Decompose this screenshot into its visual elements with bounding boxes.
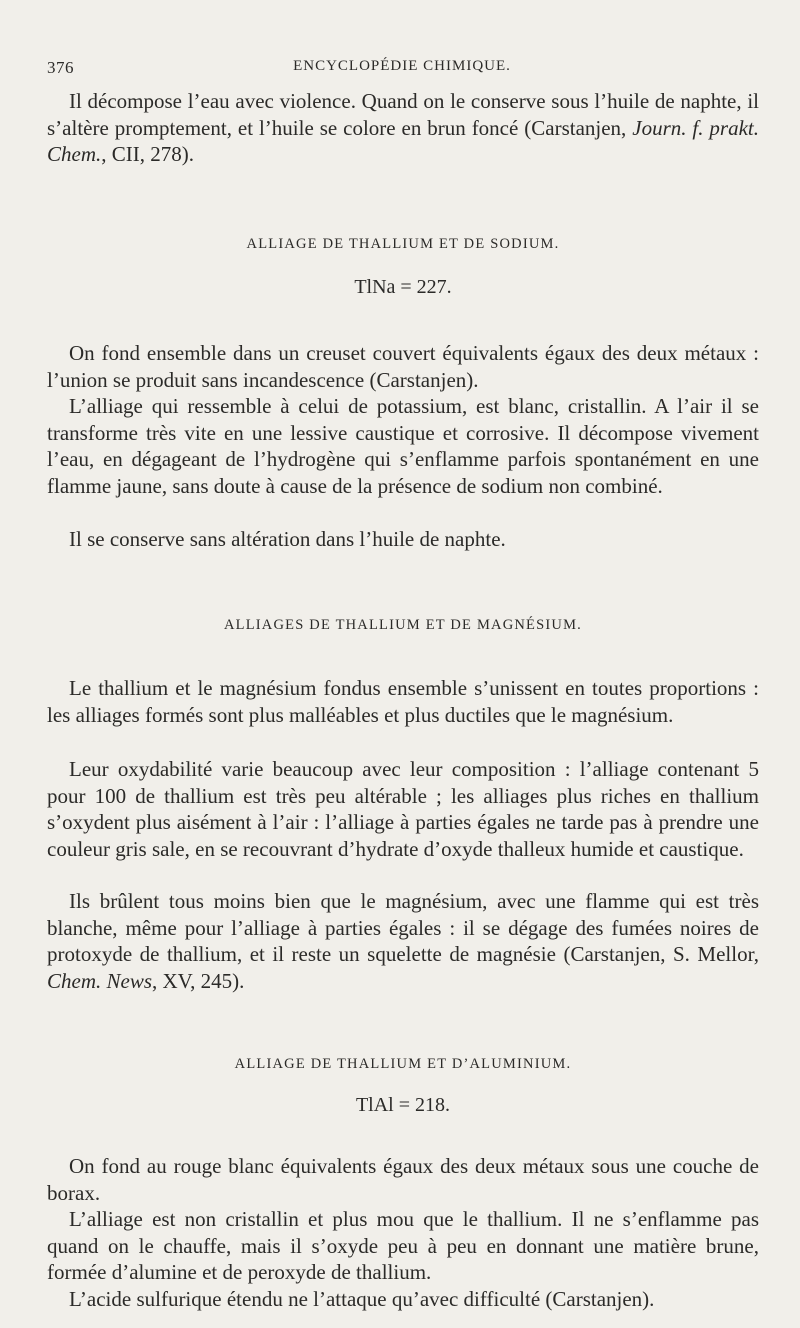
paragraph-text: Il décompose l’eau avec violence. Quand on le conserve sous l’huile de naphte, il s’altère promptement, et l’huile se colore en brun foncé (Carstanjen, xyxy=(47,89,759,140)
paragraph: Le thallium et le magnésium fondus ensemble s’unissent en toutes proportions : les alliages formés sont plus malléables et plus ductiles que le magnésium. xyxy=(47,676,759,727)
section-heading-sodium: ALLIAGE DE THALLIUM ET DE SODIUM. xyxy=(246,236,560,252)
running-title: ENCYCLOPÉDIE CHIMIQUE. xyxy=(293,58,511,74)
paragraph xyxy=(47,888,759,994)
paragraph: L’acide sulfurique étendu ne l’attaque qu’avec difficulté (Carstanjen). xyxy=(69,1287,655,1311)
reference-details: , XV, 245). xyxy=(152,968,245,993)
reference-details: , CII, 278). xyxy=(101,142,194,166)
page-number: 376 xyxy=(47,58,74,77)
section-heading-aluminium: ALLIAGE DE THALLIUM ET D’ALUMINIUM. xyxy=(234,1056,572,1072)
paragraph: On fond ensemble dans un creuset couvert équivalents égaux des deux métaux : l’union se produit sans incandescence (Carstanjen). xyxy=(47,341,759,392)
paragraph: Leur oxydabilité varie beaucoup avec leur composition : l’alliage contenant 5 pour 100 de thallium est très peu altérable ; les alliages plus riches en thallium s’oxydent plus aisément à l’air : l’alliage à parties égales ne tarde pas à prendre une couleur gris sale, en se recouvrant d’hydrate d’oxyde thalleux humide et caustique. xyxy=(47,757,759,861)
paragraph-continuation xyxy=(47,88,759,168)
running-header xyxy=(47,58,757,82)
section-heading-magnesium: ALLIAGES DE THALLIUM ET DE MAGNÉSIUM. xyxy=(223,617,582,633)
paragraph: L’alliage est non cristallin et plus mou que le thallium. Il ne s’enflamme pas quand on le chauffe, mais il s’oxyde peu à peu en donnant une matière brune, formée d’alumine et de peroxyde de thallium. xyxy=(47,1207,759,1284)
paragraph: Il se conserve sans altération dans l’huile de naphte. xyxy=(69,527,506,551)
paragraph: On fond au rouge blanc équivalents égaux des deux métaux sous une couche de borax. xyxy=(47,1154,759,1205)
journal-reference: Chem. News xyxy=(47,968,152,993)
paragraph: L’alliage qui ressemble à celui de potassium, est blanc, cristallin. A l’air il se transforme très vite en une lessive caustique et corrosive. Il décompose vivement l’eau, en dégageant de l’hydrogène qui s’enflamme parfois spontanément en une flamme jaune, sans doute à cause de la présence de sodium non combiné. xyxy=(47,394,759,498)
journal-reference: Journ. f. prakt. Chem. xyxy=(47,115,760,166)
formula-tlna: TlNa = 227. xyxy=(354,276,452,298)
formula-tlal: TlAl = 218. xyxy=(355,1094,451,1116)
paragraph-text: Ils brûlent tous moins bien que le magnésium, avec une flamme qui est très blanche, même pour l’alliage à parties égales : il se dégage des fumées noires de protoxyde de thallium, et il reste un squelette de magnésie (Carstanjen, S. Mellor, xyxy=(47,889,759,966)
